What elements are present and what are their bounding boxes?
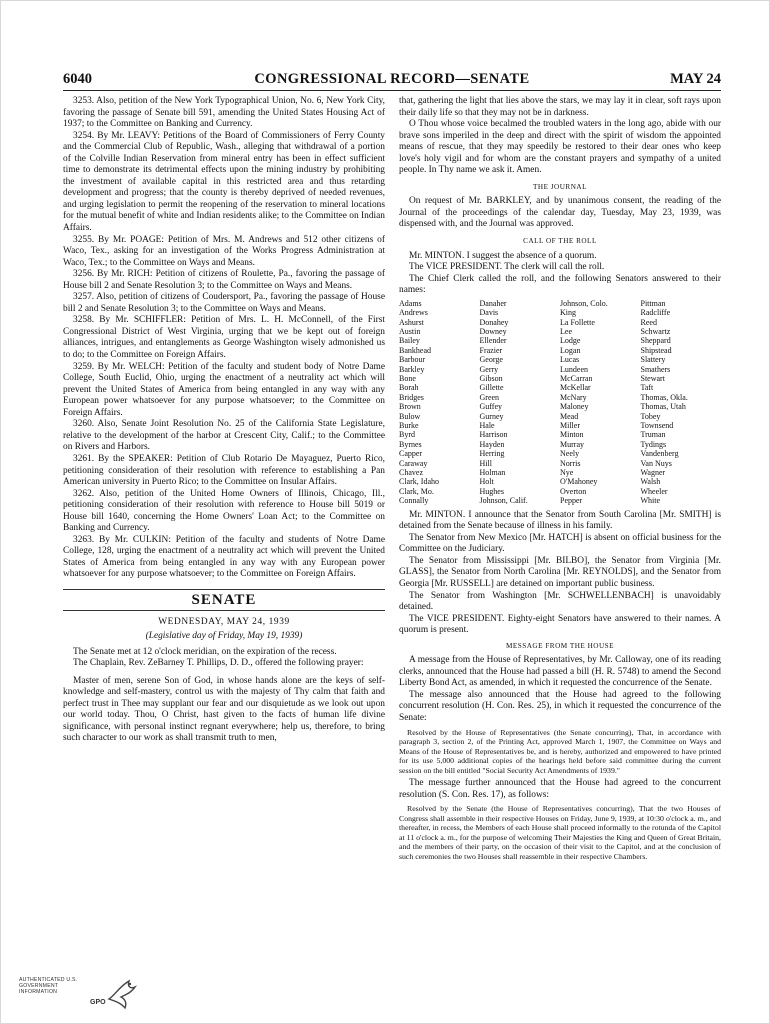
senator-name: Gerry bbox=[479, 364, 499, 374]
senator-name: Bridges bbox=[399, 392, 424, 402]
senator-name: Pepper bbox=[560, 496, 583, 506]
senator-name: Minton bbox=[560, 430, 584, 440]
senator-name: Tydings bbox=[640, 439, 667, 449]
message-heading: MESSAGE FROM THE HOUSE bbox=[505, 641, 615, 650]
vice-president-roll: The VICE PRESIDENT. The clerk will call the roll. bbox=[409, 262, 605, 273]
senator-name: Herring bbox=[479, 449, 505, 459]
senator-name: McCarran bbox=[560, 374, 593, 383]
senator-name: Barkley bbox=[399, 364, 425, 374]
senator-name: Borah bbox=[399, 383, 419, 393]
senator-name: Lodge bbox=[560, 336, 581, 346]
senator-name: Hale bbox=[479, 421, 495, 431]
senator-name: Andrews bbox=[399, 308, 428, 318]
gpo-label: GPO bbox=[90, 999, 106, 1006]
resolution-printing: Resolved by the House of Representatives (the Senate concurring), That, in accordance with paragraph 3, section 2, of the Printing Act, approved March 1, 1907, the Committee on Ways and Means of the House of Representatives be, and is hereby, authorized and empowered to have printed for its use 5,000 additional copies of the hearings held before said committee during the current session on the bill entitled "Social Security Act Amendments of 1939." bbox=[399, 727, 721, 775]
header-rule bbox=[63, 90, 721, 91]
right-column bbox=[399, 96, 721, 861]
senator-name: Austin bbox=[399, 326, 421, 336]
senator-roll-list bbox=[399, 299, 721, 506]
publication-title: CONGRESSIONAL RECORD—SENATE bbox=[254, 71, 530, 87]
senator-name: Capper bbox=[399, 449, 423, 459]
senator-name: Hayden bbox=[479, 439, 505, 449]
senator-name: Clark, Idaho bbox=[399, 477, 439, 487]
senator-name: Radcliffe bbox=[640, 308, 671, 318]
quorum-suggestion: Mr. MINTON. I suggest the absence of a quorum. bbox=[409, 250, 597, 261]
senator-name: Maloney bbox=[560, 402, 589, 412]
senator-name: White bbox=[640, 496, 661, 506]
announcement-schwellenbach: The Senator from Washington [Mr. SCHWELLENBACH] is unavoidably detained. bbox=[399, 590, 721, 613]
petition-3262: 3262. Also, petition of the United Home Owners of Illinois, Chicago, Ill., petitioning consideration of their resolution with reference to House bill 5019 or House bill 1640, concerning the Home Owners' Loan Act; to the Committee on Banking and Currency. bbox=[63, 488, 385, 534]
journal-text: On request of Mr. BARKLEY, and by unanimous consent, the reading of the Journal of the proceedings of the calendar day, Tuesday, May 23, 1939, was dispensed with, and the Journal was approved. bbox=[399, 196, 721, 230]
senator-name: Connally bbox=[399, 496, 429, 506]
senator-name: Truman bbox=[640, 430, 666, 440]
senator-name: Townsend bbox=[640, 421, 674, 431]
senator-name: Bankhead bbox=[399, 345, 431, 355]
senator-name: Harrison bbox=[479, 430, 508, 440]
senator-name: Pittman bbox=[640, 298, 666, 308]
senator-name: Gillette bbox=[479, 383, 504, 393]
senator-name: Murray bbox=[560, 439, 584, 449]
senator-name: Downey bbox=[479, 326, 507, 336]
senator-name: Slattery bbox=[640, 355, 666, 365]
senator-name: Ashurst bbox=[399, 317, 424, 327]
senator-name: McNary bbox=[560, 392, 587, 402]
senator-name: Chavez bbox=[399, 468, 423, 478]
senator-name: Holt bbox=[479, 477, 494, 487]
senator-name: Lucas bbox=[560, 355, 580, 365]
senator-name: Ellender bbox=[479, 336, 507, 346]
senator-name: Nye bbox=[560, 468, 574, 478]
senator-name: Bulow bbox=[399, 411, 421, 421]
senator-name: Neely bbox=[560, 449, 580, 459]
petition-3257: 3257. Also, petition of citizens of Coudersport, Pa., favoring the passage of House bill 2 and Senate Resolution 3; to the Committee on Ways and Means. bbox=[63, 292, 385, 314]
prayer-paragraph: Master of men, serene Son of God, in whose hands alone are the keys of self-knowledge and self-mastery, control us with the majesty of Thy calm that faith and perfect trust in Thee may supplant our fear and our disquietude as we look out upon our world today. Thou, O Christ, hast given to the facts of human life divine significance, with personal instinct regnant everywhere; help us, therefore, to bring such character to our work as shall transmit truth to men, bbox=[63, 675, 385, 744]
roll-heading: CALL OF THE ROLL bbox=[523, 237, 597, 246]
left-column bbox=[63, 96, 385, 745]
clerk-roll: The Chief Clerk called the roll, and the following Senators answered to their names: bbox=[399, 273, 721, 296]
petition-3263: 3263. By Mr. CULKIN: Petition of the faculty and students of Notre Dame College, 128, urging the enactment of a neutrality act which will prevent the United States of America from being entangled in any way with any European power whatsoever for any purpose whatsoever; to the Committee on Foreign Affairs. bbox=[63, 534, 385, 580]
senator-name: Norris bbox=[560, 458, 581, 468]
message-bill: A message from the House of Representatives, by Mr. Calloway, one of its reading clerks, announced that the House had passed a bill (H. R. 5748) to amend the Second Liberty Bond Act, as amended, in which it requested the concurrence of the Senate. bbox=[399, 655, 721, 689]
senator-name: Davis bbox=[479, 308, 499, 318]
page-number: 6040 bbox=[63, 71, 92, 87]
message-further: The message further announced that the House had agreed to the concurrent resolution (S. Con. Res. 17), as follows: bbox=[399, 778, 721, 800]
senator-name: Reed bbox=[640, 317, 657, 327]
senator-name: Clark, Mo. bbox=[399, 486, 434, 496]
petition-3258: 3258. By Mr. SCHIFFLER: Petition of Mrs. L. H. McConnell, of the First Congressional District of West Virginia, urging that we be kept out of foreign alliances, intrigues, and entanglements as George Washington wisely admonished us to do; to the Committee on Foreign Affairs. bbox=[63, 315, 385, 361]
senator-name: Caraway bbox=[399, 458, 428, 468]
senator-name: Donahey bbox=[479, 317, 509, 327]
senator-name: Taft bbox=[640, 383, 654, 393]
senator-name: Stewart bbox=[640, 374, 665, 383]
senator-name: Overton bbox=[560, 486, 587, 496]
senator-name: Johnson, Colo. bbox=[560, 298, 608, 308]
senator-name: Miller bbox=[560, 421, 580, 431]
prayer-closing: O Thou whose voice becalmed the troubled waters in the long ago, abide with our brave sons imperiled in the deep and direct with the spirit of wisdom the appointed means of rescue, that they may speedily be restored to their dear ones who keep love's holy vigil and for whom are the constant prayers and sympathy of a united people. In Thy name we ask it. Amen. bbox=[399, 119, 721, 176]
senator-name: Danaher bbox=[479, 298, 507, 308]
petition-3259: 3259. By Mr. WELCH: Petition of the faculty and student body of Notre Dame College, South Euclid, Ohio, urging the enactment of a neutrality act which will prevent the United States of America from being entangled in any way with any European power whatsoever for any purpose whatsoever; to the Committee on Foreign Affairs. bbox=[63, 361, 385, 418]
senator-name: Johnson, Calif. bbox=[479, 496, 528, 506]
senator-name: Tobey bbox=[640, 411, 661, 421]
announcement-smith: Mr. MINTON. I announce that the Senator from South Carolina [Mr. SMITH] is detained from the Senate because of illness in his family. bbox=[399, 509, 721, 532]
senator-name: Lee bbox=[560, 326, 572, 336]
petition-3256: 3256. By Mr. RICH: Petition of citizens of Roulette, Pa., favoring the passage of House bill 2 and Senate Resolution 3; to the Committee on Ways and Means. bbox=[63, 269, 385, 291]
senator-name: Gurney bbox=[479, 411, 504, 421]
senator-name: La Follette bbox=[560, 317, 595, 327]
prayer-continued: that, gathering the light that lies above the stars, we may lay it in clear, soft rays upon their daily life so that they may not be in darkness. bbox=[399, 96, 721, 118]
section-divider bbox=[63, 589, 385, 590]
senator-name: Holman bbox=[479, 468, 506, 478]
senator-name: Hill bbox=[479, 458, 492, 468]
senator-name: McKellar bbox=[560, 383, 591, 393]
senator-name: Smathers bbox=[640, 364, 671, 374]
resolution-king-queen: Resolved by the Senate (the House of Representatives concurring), That the two Houses of Congress shall assemble in their respective Houses on Friday, June 9, 1939, at 10:30 o'clock a. m., and thereafter, in recess, the Members of each House shall proceed informally to the rotunda of the Capitol at 11 o'clock a. m., for the purpose of welcoming Their Majesties the King and Queen of Great Britain, and the members of their party, on the occasion of their visit to the Capitol, and at the conclusion of such ceremonies the two Houses shall reassemble in their respective Chambers. bbox=[399, 804, 721, 861]
header-date: MAY 24 bbox=[670, 71, 721, 87]
senator-name: Logan bbox=[560, 345, 581, 355]
senator-name: King bbox=[560, 308, 576, 318]
senator-name: Sheppard bbox=[640, 336, 671, 346]
senate-heading: SENATE bbox=[191, 591, 257, 608]
senator-name: Bone bbox=[399, 374, 416, 383]
senator-name: Schwartz bbox=[640, 326, 671, 336]
authentication-text: AUTHENTICATED U.S. GOVERNMENT INFORMATION bbox=[19, 977, 78, 995]
quorum-present: The VICE PRESIDENT. Eighty-eight Senators have answered to their names. A quorum is present. bbox=[399, 613, 721, 636]
section-divider-bottom bbox=[63, 610, 385, 611]
senator-name: Wheeler bbox=[640, 486, 668, 496]
legislative-day: (Legislative day of Friday, May 19, 1939) bbox=[145, 631, 303, 642]
senator-name: O'Mahoney bbox=[560, 477, 598, 487]
eagle-icon bbox=[105, 977, 139, 1011]
senator-name: Barbour bbox=[399, 355, 426, 365]
senator-name: Wagner bbox=[640, 468, 666, 478]
senator-name: Gibson bbox=[479, 374, 503, 383]
senator-name: Van Nuys bbox=[640, 458, 672, 468]
gpo-authentication-logo bbox=[19, 975, 139, 1019]
petition-3261: 3261. By the SPEAKER: Petition of Club Rotario De Mayaguez, Puerto Rico, petitioning consideration of their resolution with reference to establishing a Pan American university in Puerto Rico; to the Committee on Insular Affairs. bbox=[63, 453, 385, 488]
opening-paragraph: The Senate met at 12 o'clock meridian, on the expiration of the recess. bbox=[73, 646, 337, 657]
senator-name: Byrd bbox=[399, 430, 415, 440]
senator-name: Thomas, Okla. bbox=[640, 392, 688, 402]
announcement-detained: The Senator from Mississippi [Mr. BILBO], the Senator from Virginia [Mr. GLASS], the Senator from North Carolina [Mr. REYNOLDS], and the Senator from Georgia [Mr. RUSSELL] are detained on important public business. bbox=[399, 555, 721, 589]
chaplain-paragraph: The Chaplain, Rev. ZeBarney T. Phillips, D. D., offered the following prayer: bbox=[73, 658, 364, 669]
senator-name: Brown bbox=[399, 402, 421, 412]
senator-name: Adams bbox=[399, 298, 422, 308]
petition-3255: 3255. By Mr. POAGE: Petition of Mrs. M. Andrews and 512 other citizens of Waco, Tex., asking for an investigation of the Works Progress Administration at Waco, Tex.; to the Committee on Ways and Means. bbox=[63, 234, 385, 268]
senator-name: Thomas, Utah bbox=[640, 402, 686, 412]
senator-name: Green bbox=[479, 392, 500, 402]
petition-3254: 3254. By Mr. LEAVY: Petitions of the Board of Commissioners of Ferry County and the Commercial Club of Republic, Wash., alleging that withdrawal of a portion of the Colville Indian Reservation from mineral entry has been in effect sufficient time to demonstrate its detrimental effects upon the mining industry by prohibiting the investment of available capital in this restricted area and thus retarding development and progress; that the county is thereby deprived of needed revenues, and urging legislation to permit the reopening of the reservation to mineral locations for the mutual benefit of white and Indian residents alike; to the Committee on Indian Affairs. bbox=[63, 130, 385, 234]
senator-name: George bbox=[479, 355, 503, 365]
senator-name: Guffey bbox=[479, 402, 503, 412]
senator-name: Vandenberg bbox=[640, 449, 679, 459]
senator-name: Frazier bbox=[479, 345, 503, 355]
announcement-hatch: The Senator from New Mexico [Mr. HATCH] is absent on official business for the Committee on the Judiciary. bbox=[399, 532, 721, 555]
session-date: WEDNESDAY, MAY 24, 1939 bbox=[158, 616, 290, 627]
petition-3253: 3253. Also, petition of the New York Typographical Union, No. 6, New York City, favoring the passage of Senate bill 591, amending the United States Housing Act of 1937; to the Committee on Banking and Currency. bbox=[63, 96, 385, 130]
senator-name: Mead bbox=[560, 411, 579, 421]
senator-name: Byrnes bbox=[399, 439, 422, 449]
senator-name: Burke bbox=[399, 421, 419, 431]
senator-name: Bailey bbox=[399, 336, 420, 346]
petition-3260: 3260. Also, Senate Joint Resolution No. 25 of the California State Legislature, relative to the development of the harbor at Crescent City, Calif.; to the Committee on Rivers and Harbors. bbox=[63, 419, 385, 453]
senator-name: Shipstead bbox=[640, 345, 672, 355]
journal-heading: THE JOURNAL bbox=[532, 182, 587, 191]
message-resolution: The message also announced that the House had agreed to the following concurrent resolution (H. Con. Res. 25), in which it requested the concurrence of the Senate: bbox=[399, 689, 721, 723]
senator-name: Lundeen bbox=[560, 364, 588, 374]
senator-name: Walsh bbox=[640, 477, 661, 487]
senator-name: Hughes bbox=[479, 486, 504, 496]
page-header bbox=[63, 71, 721, 89]
